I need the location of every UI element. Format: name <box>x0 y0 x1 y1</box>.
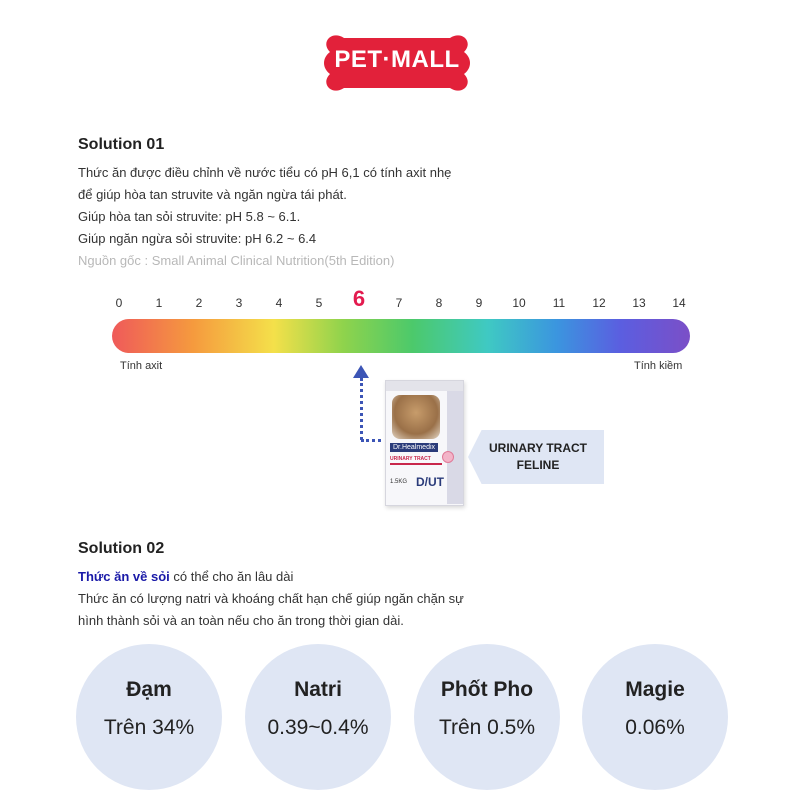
alkaline-label: Tính kiềm <box>634 360 683 372</box>
solution-01-line-2: để giúp hòa tan struvite và ngăn ngừa tái phát. <box>78 187 347 202</box>
ph-gradient-bar <box>112 319 690 353</box>
ph-tick-4: 4 <box>275 296 283 310</box>
nutrient-circle-magnesium <box>582 644 728 790</box>
ph-tick-14: 14 <box>672 296 686 310</box>
callout-line-2: FELINE <box>516 458 560 472</box>
bag-stripe <box>390 463 442 465</box>
solution-01-line-1: Thức ăn được điều chỉnh về nước tiểu có pH 6,1 có tính axit nhẹ <box>78 165 452 180</box>
bag-line-label: URINARY TRACT <box>390 456 431 462</box>
solution-02-line-2: Thức ăn có lượng natri và khoáng chất hạn chế giúp ngăn chặn sự <box>78 591 464 606</box>
nutrient-circle-sodium <box>245 644 391 790</box>
nutrient-name: Magie <box>625 678 685 701</box>
nutrient-name: Phốt Pho <box>440 678 534 701</box>
ph-tick-9: 9 <box>475 296 483 310</box>
solution-01-line-3: Giúp hòa tan sỏi struvite: pH 5.8 ~ 6.1. <box>78 209 301 224</box>
ph-tick-3: 3 <box>235 296 243 310</box>
nutrient-circle-phosphorus <box>414 644 560 790</box>
solution-02-line-1-rest: có thể cho ăn lâu dài <box>169 569 294 584</box>
callout-text <box>476 440 600 474</box>
ph-tick-6-highlight: 6 <box>352 286 366 311</box>
pointer-dotted-line <box>360 378 363 440</box>
ph-tick-11: 11 <box>552 296 566 310</box>
nutrient-value: Trên 0.5% <box>438 716 536 739</box>
ph-tick-5: 5 <box>315 296 323 310</box>
cat-photo <box>392 395 440 439</box>
acid-label: Tính axit <box>120 360 163 372</box>
ph-tick-13: 13 <box>632 296 646 310</box>
solution-01-heading: Solution 01 <box>78 136 165 153</box>
bag-code: D/UT <box>416 475 444 489</box>
ph-tick-7: 7 <box>395 296 403 310</box>
ph-tick-12: 12 <box>592 296 606 310</box>
callout-line-1: URINARY TRACT <box>489 441 587 455</box>
bag-seal <box>386 381 463 391</box>
nutrient-name: Natri <box>294 678 342 701</box>
solution-02-line-3: hình thành sỏi và an toàn nếu cho ăn trong thời gian dài. <box>78 613 404 628</box>
nutrient-value: Trên 34% <box>103 716 195 739</box>
bag-brand-label: Dr.Healmedix <box>390 443 438 452</box>
ph-tick-2: 2 <box>195 296 203 310</box>
solution-01-line-4: Giúp ngăn ngừa sỏi struvite: pH 6.2 ~ 6.4 <box>78 231 317 246</box>
up-arrow-icon <box>353 365 369 378</box>
solution-02-heading: Solution 02 <box>78 540 165 557</box>
pointer-dotted-connector <box>361 439 381 442</box>
bag-gusset <box>447 391 463 504</box>
source-note: Nguồn gốc : Small Animal Clinical Nutrition(5th Edition) <box>78 253 395 268</box>
ph-tick-10: 10 <box>512 296 526 310</box>
special-food-highlight: Thức ăn về sỏi <box>78 569 170 584</box>
nutrient-value: 0.06% <box>625 716 685 739</box>
ph-tick-0: 0 <box>115 296 123 310</box>
nutrient-value: 0.39~0.4% <box>267 716 369 739</box>
solution-02-line-1 <box>78 566 293 588</box>
bag-emblem-icon <box>442 451 454 463</box>
nutrient-name: Đạm <box>126 678 172 701</box>
product-bag-image <box>385 380 464 506</box>
nutrient-circle-protein <box>76 644 222 790</box>
ph-tick-1: 1 <box>155 296 163 310</box>
logo-text: PET·MALL <box>334 46 460 73</box>
ph-tick-8: 8 <box>435 296 443 310</box>
bag-weight: 1.5KG <box>390 479 408 485</box>
